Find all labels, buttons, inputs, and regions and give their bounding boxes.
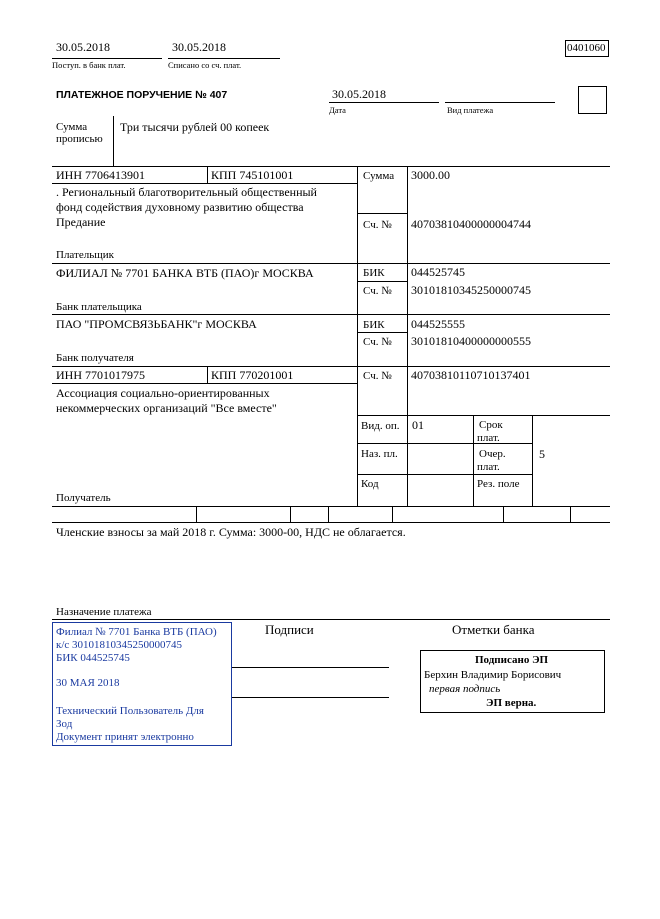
tax-row-vline-2: [290, 506, 291, 522]
ep-verified: ЭП верна.: [486, 697, 537, 709]
tax-row-vline-3: [328, 506, 329, 522]
payer-label: Плательщик: [56, 249, 114, 261]
payer-name-line1: . Региональный благотворительный общественный: [56, 185, 317, 199]
amount-words-value: Три тысячи рублей 00 копеек: [120, 120, 270, 134]
payee-kpp: КПП 770201001: [211, 368, 294, 382]
form-code: 0401060: [567, 42, 606, 54]
grid-line-1: [52, 166, 610, 167]
payer-account: 40703810400000004744: [411, 217, 531, 231]
amount-words-divider: [113, 116, 114, 166]
grid-line-payer: [52, 263, 610, 264]
reserve-label: Рез. поле: [477, 478, 520, 490]
payer-inn: ИНН 7706413901: [56, 168, 145, 182]
date-received-label: Поступ. в банк плат.: [52, 60, 126, 70]
payee-bank-account: 30101810400000000555: [411, 334, 531, 348]
priority-label-2: плат.: [477, 461, 500, 473]
grid-line-bik1: [357, 281, 407, 282]
payee-name-line1: Ассоциация социально-ориентированных: [56, 386, 270, 400]
payer-bank-label: Банк плательщика: [56, 301, 142, 313]
bank-stamp-line3: БИК 044525745: [56, 652, 130, 664]
grid-line-codes: [357, 415, 610, 416]
purpose-bottom-line: [52, 619, 610, 620]
grid-line-bik2: [357, 332, 407, 333]
purpose-label: Назначение платежа: [56, 606, 152, 618]
payee-bank-label: Банк получателя: [56, 352, 134, 364]
grid-line-inn: [52, 183, 357, 184]
payer-bank-account: 30101810345250000745: [411, 283, 531, 297]
payer-name-line2: фонд содействия духовному развитию общества: [56, 200, 304, 214]
amount-words-label-1: Сумма: [56, 121, 88, 133]
code-label: Код: [361, 478, 379, 490]
amount-words-label-2: прописью: [56, 133, 103, 145]
payee-name-line2: некоммерческих организаций "Все вместе": [56, 401, 277, 415]
payment-type-underline: [445, 102, 555, 103]
payee-bank-bik: 044525555: [411, 317, 465, 331]
bank-stamp-line1: Филиал № 7701 Банка ВТБ (ПАО): [56, 626, 217, 638]
payer-kpp: КПП 745101001: [211, 168, 294, 182]
page-title: ПЛАТЕЖНОЕ ПОРУЧЕНИЕ № 407: [56, 89, 228, 101]
date-received: 30.05.2018: [56, 40, 110, 54]
tax-row-vline-4: [392, 506, 393, 522]
payee-account: 40703810110710137401: [411, 368, 531, 382]
bank-stamp-line6: Зод: [56, 718, 73, 730]
ep-signer: Берхин Владимир Борисович: [424, 669, 562, 681]
purpose-text: Членские взносы за май 2018 г. Сумма: 3000-00, НДС не облагается.: [56, 525, 406, 539]
payer-bank-bik-label: БИК: [363, 267, 385, 279]
grid-line-payee-bank: [52, 366, 610, 367]
payer-amount: 3000.00: [411, 168, 450, 182]
op-type-label: Вид. оп.: [361, 420, 400, 432]
payee-inn: ИНН 7701017975: [56, 368, 145, 382]
order-date-label: Дата: [329, 105, 346, 115]
payee-bank-name: ПАО "ПРОМСВЯЗЬБАНК"г МОСКВА: [56, 317, 257, 331]
ep-signature-role: первая подпись: [429, 683, 501, 695]
order-date: 30.05.2018: [332, 87, 386, 101]
term-label-1: Срок: [479, 419, 503, 431]
priority-label-1: Очер.: [479, 448, 506, 460]
bank-stamp-date: 30 МАЯ 2018: [56, 677, 120, 689]
tax-row-vline-1: [196, 506, 197, 522]
payer-bank-bik: 044525745: [411, 265, 465, 279]
op-type-value: 01: [412, 418, 424, 432]
status-box: [578, 86, 607, 114]
signature-line-2: [231, 697, 389, 698]
grid-line-bottom: [52, 522, 610, 523]
grid-vline-values: [407, 166, 408, 415]
payer-bank-name: ФИЛИАЛ № 7701 БАНКА ВТБ (ПАО)г МОСКВА: [56, 266, 314, 280]
payer-amount-label: Сумма: [363, 170, 395, 182]
bank-stamp-line2: к/с 30101810345250000745: [56, 639, 183, 651]
term-label-2: плат.: [477, 432, 500, 444]
payee-bank-bik-label: БИК: [363, 319, 385, 331]
payee-bank-account-label: Сч. №: [363, 336, 392, 348]
date-debited-label: Списано со сч. плат.: [168, 60, 242, 70]
payment-type-label: Вид платежа: [447, 105, 494, 115]
grid-line-codes-2: [357, 443, 532, 444]
grid-vline-term: [473, 415, 474, 506]
date-debited: 30.05.2018: [172, 40, 226, 54]
payer-name-line3: Предание: [56, 215, 106, 229]
signature-line-1: [231, 667, 389, 668]
grid-line-payer-bank: [52, 314, 610, 315]
priority-value: 5: [539, 447, 545, 461]
payer-account-label: Сч. №: [363, 219, 392, 231]
date-received-underline: [52, 58, 162, 59]
payer-bank-account-label: Сч. №: [363, 285, 392, 297]
ep-title: Подписано ЭП: [475, 654, 549, 666]
signatures-label: Подписи: [265, 622, 314, 637]
grid-line-inn2: [52, 383, 357, 384]
payee-label: Получатель: [56, 492, 111, 504]
tax-row-vline-6: [570, 506, 571, 522]
grid-line-codes-3: [357, 474, 532, 475]
order-date-underline: [329, 102, 439, 103]
grid-vline-priority: [532, 415, 533, 506]
purpose-code-label: Наз. пл.: [361, 448, 398, 460]
grid-vline-kpp2: [207, 366, 208, 383]
date-debited-underline: [168, 58, 280, 59]
grid-vline-kpp1: [207, 166, 208, 183]
grid-vline-values-2: [407, 415, 408, 506]
grid-vline-labels: [357, 166, 358, 506]
grid-line-amount: [357, 213, 407, 214]
payee-account-label: Сч. №: [363, 370, 392, 382]
bank-stamp-line5: Технический Пользователь Для: [56, 705, 204, 717]
bank-marks-label: Отметки банка: [452, 622, 535, 637]
bank-stamp-line7: Документ принят электронно: [56, 731, 194, 743]
grid-line-payee: [52, 506, 610, 507]
tax-row-vline-5: [503, 506, 504, 522]
